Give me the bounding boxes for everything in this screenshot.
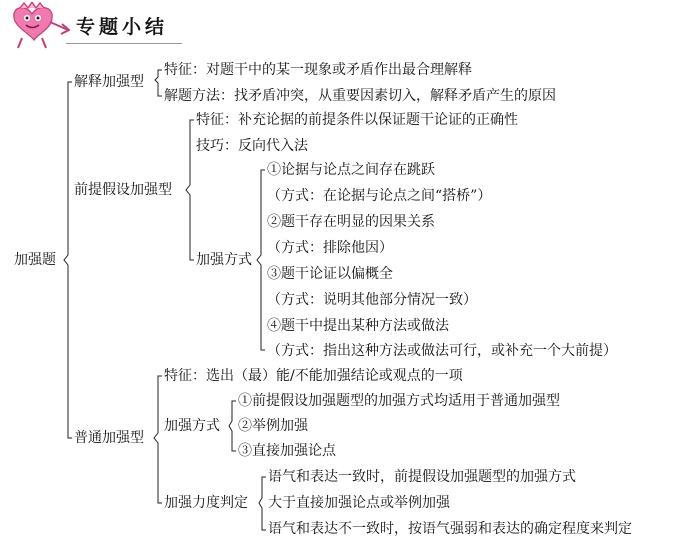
root-label: 加强题 <box>14 252 56 268</box>
putong-method-3: ③直接加强论点 <box>238 443 336 459</box>
putong-method-2: ②举例加强 <box>238 418 308 434</box>
qianti-method-1: ①论据与论点之间存在跳跃 <box>267 162 435 178</box>
putong-degree-2: 大于直接加强论点或举例加强 <box>268 495 450 511</box>
jieshi-method: 解题方法：找矛盾冲突，从重要因素切入，解释矛盾产生的原因 <box>164 88 556 104</box>
qianti-method-label: 加强方式 <box>196 252 252 268</box>
qianti-skill: 技巧：反向代入法 <box>196 138 308 154</box>
putong-brace <box>154 376 162 503</box>
putong-degree-brace <box>259 477 266 530</box>
root-brace <box>64 82 72 438</box>
qianti-feature: 特征：补充论据的前提条件以保证题干论证的正确性 <box>196 112 518 128</box>
jieshi-label: 解释加强型 <box>74 74 144 90</box>
qianti-method-4-way: （方式：指出这种方法或做法可行，或补充一个大前提） <box>267 343 617 359</box>
qianti-brace <box>186 120 194 260</box>
qianti-method-2-way: （方式：排除他因） <box>267 240 393 256</box>
qianti-method-3-way: （方式：说明其他部分情况一致） <box>267 292 477 308</box>
putong-degree-3: 语气和表达不一致时，按语气强弱和表达的确定程度来判定 <box>268 521 632 537</box>
putong-degree-1: 语气和表达一致时，前提假设加强题型的加强方式 <box>268 469 576 485</box>
qianti-method-4: ④题干中提出某种方法或做法 <box>267 318 449 334</box>
putong-method-label: 加强方式 <box>164 418 220 434</box>
putong-degree-label: 加强力度判定 <box>164 495 248 511</box>
qianti-method-2: ②题干存在明显的因果关系 <box>267 214 435 230</box>
page-title: 专题小结 <box>76 16 169 38</box>
qianti-label: 前提假设加强型 <box>74 182 172 198</box>
qianti-method-1-way: （方式：在论据与论点之间“搭桥”） <box>267 188 492 204</box>
putong-method-1: ①前提假设加强题型的加强方式均适用于普通加强型 <box>238 393 560 409</box>
putong-label: 普通加强型 <box>74 430 144 446</box>
qianti-method-3: ③题干论证以偏概全 <box>267 266 393 282</box>
jieshi-feature: 特征：对题干中的某一现象或矛盾作出最合理解释 <box>164 62 472 78</box>
putong-feature: 特征：选出（最）能/不能加强结论或观点的一项 <box>164 368 463 384</box>
jieshi-brace <box>155 70 162 96</box>
putong-method-brace <box>229 401 236 451</box>
qianti-method-brace <box>257 170 265 350</box>
